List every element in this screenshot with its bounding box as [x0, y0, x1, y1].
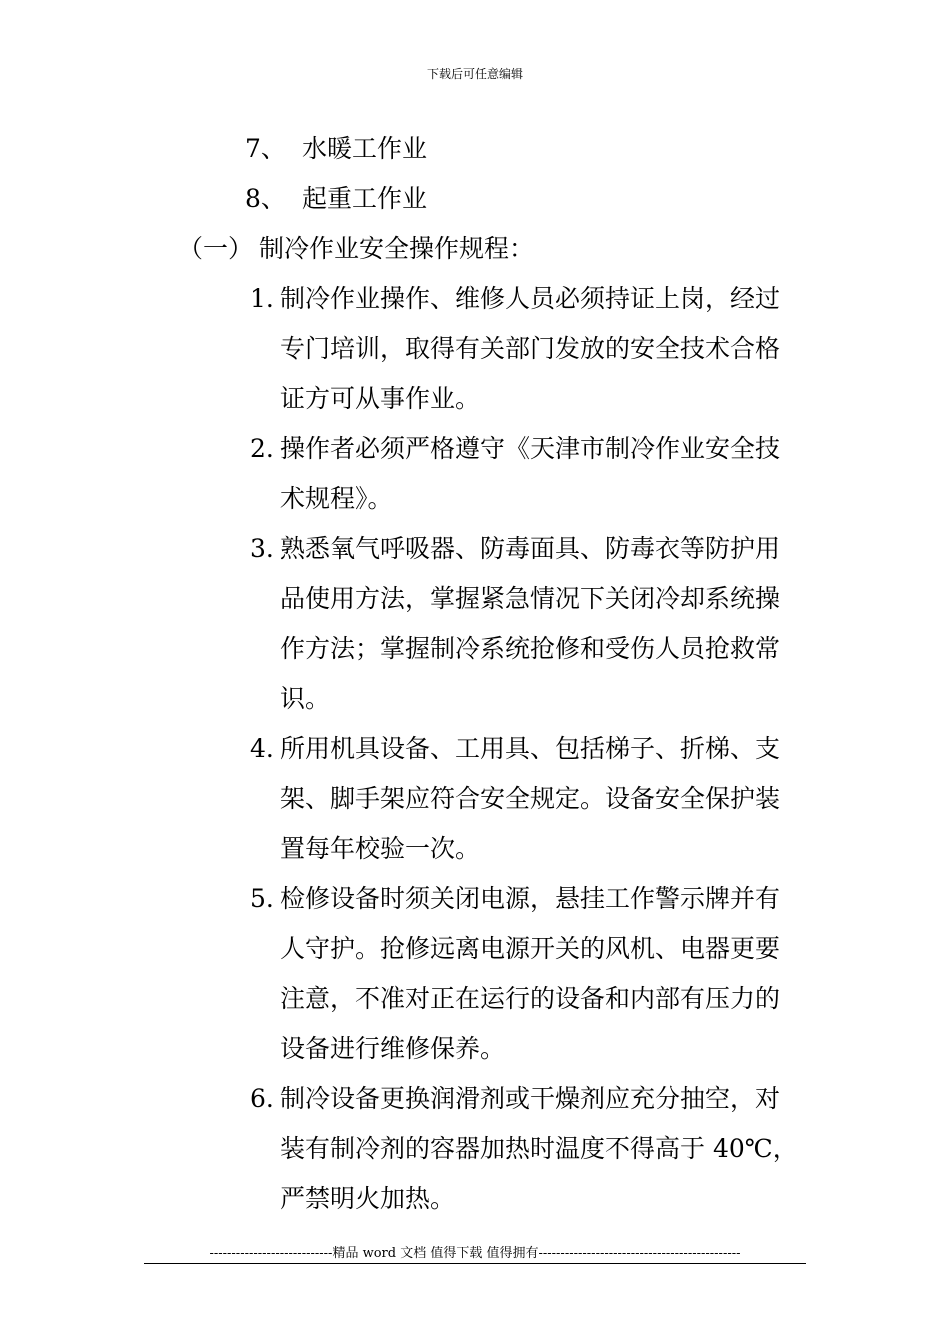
intro-item-8-text: 起重工作业 [302, 184, 428, 213]
footer-divider [144, 1263, 806, 1264]
rule-5-line-1: 检修设备时须关闭电源，悬挂工作警示牌并有 [280, 884, 781, 913]
rule-1-number: 1. [250, 284, 274, 313]
rule-4-line-1: 所用机具设备、工用具、包括梯子、折梯、支 [280, 734, 781, 763]
rule-2-line-2: 术规程》。 [280, 484, 393, 513]
rule-3-number: 3. [250, 534, 274, 563]
rule-6-line-1: 制冷设备更换润滑剂或干燥剂应充分抽空，对 [280, 1084, 781, 1113]
rule-3-line-1: 熟悉氧气呼吸器、防毒面具、防毒衣等防护用 [280, 534, 781, 563]
rule-6-line-3: 严禁明火加热。 [280, 1184, 456, 1213]
rule-5-line-3: 注意，不准对正在运行的设备和内部有压力的 [280, 984, 781, 1013]
rule-6-line-2: 装有制冷剂的容器加热时温度不得高于 40℃， [280, 1134, 798, 1163]
rule-3-line-4: 识。 [280, 684, 331, 713]
intro-item-8-number: 8、 [245, 184, 286, 213]
rule-4-line-2: 架、脚手架应符合安全规定。设备安全保护装 [280, 784, 781, 813]
rule-3-line-2: 品使用方法，掌握紧急情况下关闭冷却系统操 [280, 584, 781, 613]
page-footer: ----------------------------精品 word 文档 值得下载 值得拥有---------------------------------------------- [209, 1246, 741, 1261]
rule-2-number: 2. [250, 434, 274, 463]
rule-5-line-2: 人守护。抢修远离电源开关的风机、电器更要 [280, 934, 781, 963]
rule-3-line-3: 作方法；掌握制冷系统抢修和受伤人员抢救常 [280, 634, 781, 663]
page-header: 下载后可任意编辑 [426, 67, 523, 81]
rule-6-number: 6. [250, 1084, 274, 1113]
rule-5-line-4: 设备进行维修保养。 [280, 1034, 506, 1063]
rule-4-line-3: 置每年校验一次。 [280, 834, 481, 863]
rule-5-number: 5. [250, 884, 274, 913]
intro-item-7-number: 7、 [245, 134, 286, 163]
rule-4-number: 4. [250, 734, 274, 763]
rule-1-line-2: 专门培训，取得有关部门发放的安全技术合格 [280, 334, 781, 363]
intro-item-7-text: 水暖工作业 [302, 134, 428, 163]
rule-1-line-1: 制冷作业操作、维修人员必须持证上岗，经过 [280, 284, 781, 313]
section-number: （一） [178, 234, 254, 263]
rule-1-line-3: 证方可从事作业。 [280, 384, 481, 413]
rule-2-line-1: 操作者必须严格遵守《天津市制冷作业安全技 [280, 434, 781, 463]
section-title: 制冷作业安全操作规程： [259, 234, 535, 263]
